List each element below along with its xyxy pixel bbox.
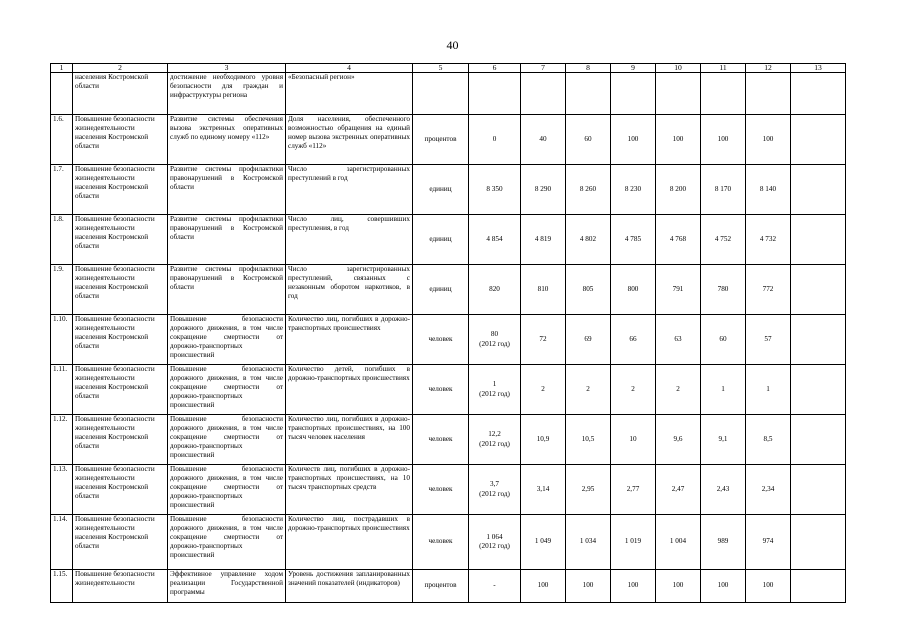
year-value-cell: 2 xyxy=(611,365,656,415)
indicators-table xyxy=(50,63,846,603)
year-value-cell: 100 xyxy=(611,115,656,165)
table-row xyxy=(51,570,846,603)
base-year-note: (2012 год) xyxy=(479,439,510,448)
table-row xyxy=(51,73,846,115)
base-value-cell xyxy=(469,365,521,415)
table-row xyxy=(51,315,846,365)
base-value: 0 xyxy=(492,134,497,143)
year-value-cell: 8 260 xyxy=(566,165,611,215)
goal-name-cell: Повышение безопасности жизнедеятельности населения Костромской области xyxy=(73,465,168,515)
column-number: 4 xyxy=(286,64,413,73)
year-value-cell xyxy=(611,73,656,115)
base-value-cell xyxy=(469,515,521,570)
note-cell xyxy=(791,515,846,570)
year-value-cell xyxy=(746,73,791,115)
row-number-cell: 1.7. xyxy=(51,165,73,215)
indicator-name-cell: Количество лиц, пострадавших в дорожно-транспортных происшествиях xyxy=(286,515,413,570)
year-value-cell: 4 785 xyxy=(611,215,656,265)
goal-name-cell: Повышение безопасности жизнедеятельности населения Костромской области xyxy=(73,265,168,315)
base-value-cell xyxy=(469,115,521,165)
base-value: 1 064 xyxy=(486,532,503,541)
unit-cell xyxy=(413,73,469,115)
indicator-name-cell: Количество лиц, погибших в дорожно-транспортных происшествиях, на 100 тысяч человек населения xyxy=(286,415,413,465)
year-value-cell: 989 xyxy=(701,515,746,570)
year-value-cell: 2,43 xyxy=(701,465,746,515)
year-value-cell: 4 802 xyxy=(566,215,611,265)
year-value-cell: 40 xyxy=(521,115,566,165)
task-cell: Развитие системы профилактики правонарушений в Костромской области xyxy=(168,215,286,265)
indicator-name-cell: Число зарегистрированных преступлений, связанных с незаконным оборотом наркотиков, в год xyxy=(286,265,413,315)
year-value-cell: 60 xyxy=(566,115,611,165)
unit-cell: человек xyxy=(413,515,469,570)
row-number-cell: 1.11. xyxy=(51,365,73,415)
year-value-cell: 1 xyxy=(746,365,791,415)
note-cell xyxy=(791,165,846,215)
year-value-cell: 2,77 xyxy=(611,465,656,515)
task-cell: Повышение безопасности дорожного движения, в том числе сокращение смертности от дорожно-транспортных происшествий xyxy=(168,465,286,515)
column-number: 12 xyxy=(746,64,791,73)
task-cell: Повышение безопасности дорожного движения, в том числе сокращение смертности от дорожно-транспортных происшествий xyxy=(168,365,286,415)
unit-cell: человек xyxy=(413,365,469,415)
year-value-cell: 791 xyxy=(656,265,701,315)
task-cell: Развитие системы профилактики правонарушений в Костромской области xyxy=(168,165,286,215)
task-cell: Развитие системы профилактики правонарушений в Костромской области xyxy=(168,265,286,315)
year-value-cell: 100 xyxy=(746,570,791,603)
year-value-cell xyxy=(656,73,701,115)
year-value-cell: 810 xyxy=(521,265,566,315)
year-value-cell: 100 xyxy=(521,570,566,603)
year-value-cell xyxy=(566,73,611,115)
task-cell: Эффективное управление ходом реализации Государственной программы xyxy=(168,570,286,603)
base-value: 80 xyxy=(490,330,499,339)
goal-name-cell: Повышение безопасности жизнедеятельности населения Костромской области xyxy=(73,415,168,465)
column-number: 3 xyxy=(168,64,286,73)
base-year-note: (2012 год) xyxy=(479,542,510,550)
year-value-cell: 1 034 xyxy=(566,515,611,570)
task-cell: Повышение безопасности дорожного движения, в том числе сокращение смертности от дорожно-транспортных происшествий xyxy=(168,515,286,570)
unit-cell: единиц xyxy=(413,215,469,265)
goal-name-cell: Повышение безопасности жизнедеятельности населения Костромской области xyxy=(73,515,168,570)
unit-cell: процентов xyxy=(413,570,469,603)
row-number-cell: 1.13. xyxy=(51,465,73,515)
column-number: 6 xyxy=(469,64,521,73)
year-value-cell: 4 819 xyxy=(521,215,566,265)
year-value-cell: 8,5 xyxy=(746,415,791,465)
year-value-cell: 10,5 xyxy=(566,415,611,465)
year-value-cell: 100 xyxy=(656,115,701,165)
year-value-cell: 4 732 xyxy=(746,215,791,265)
year-value-cell: 63 xyxy=(656,315,701,365)
column-number: 1 xyxy=(51,64,73,73)
year-value-cell: 100 xyxy=(611,570,656,603)
goal-name-cell: Повышение безопасности жизнедеятельности населения Костромской области xyxy=(73,165,168,215)
column-number: 11 xyxy=(701,64,746,73)
base-value-cell xyxy=(469,465,521,515)
task-cell: достижение необходимого уровня безопасности для граждан и инфраструктуры региона xyxy=(168,73,286,115)
column-number: 9 xyxy=(611,64,656,73)
unit-cell: процентов xyxy=(413,115,469,165)
year-value-cell: 100 xyxy=(746,115,791,165)
note-cell xyxy=(791,365,846,415)
year-value-cell: 8 170 xyxy=(701,165,746,215)
table-row xyxy=(51,265,846,315)
note-cell xyxy=(791,73,846,115)
row-number-cell: 1.8. xyxy=(51,215,73,265)
year-value-cell: 974 xyxy=(746,515,791,570)
column-number: 2 xyxy=(73,64,168,73)
indicator-name-cell: Количество детей, погибших в дорожно-транспортных происшествиях xyxy=(286,365,413,415)
column-number: 7 xyxy=(521,64,566,73)
indicator-name-cell: «Безопасный регион» xyxy=(286,73,413,115)
indicator-name-cell: Уровень достижения запланированных значений показателей (индикаторов) xyxy=(286,570,413,603)
unit-cell: единиц xyxy=(413,165,469,215)
base-value-cell xyxy=(469,165,521,215)
note-cell xyxy=(791,465,846,515)
base-value-cell xyxy=(469,73,521,115)
note-cell xyxy=(791,265,846,315)
goal-name-cell: Повышение безопасности жизнедеятельности населения Костромской области xyxy=(73,215,168,265)
table-body xyxy=(51,64,846,603)
year-value-cell: 1 049 xyxy=(521,515,566,570)
year-value-cell: 780 xyxy=(701,265,746,315)
year-value-cell: 10,9 xyxy=(521,415,566,465)
note-cell xyxy=(791,115,846,165)
note-cell xyxy=(791,215,846,265)
year-value-cell: 100 xyxy=(656,570,701,603)
year-value-cell: 4 768 xyxy=(656,215,701,265)
year-value-cell: 9,6 xyxy=(656,415,701,465)
base-value-cell xyxy=(469,315,521,365)
table-row xyxy=(51,515,846,570)
year-value-cell: 2,34 xyxy=(746,465,791,515)
indicator-name-cell: Число лиц, совершивших преступления, в год xyxy=(286,215,413,265)
year-value-cell: 4 752 xyxy=(701,215,746,265)
base-year-note: (2012 год) xyxy=(479,489,510,498)
goal-name-cell: Повышение безопасности жизнедеятельности населения Костромской области xyxy=(73,115,168,165)
year-value-cell: 66 xyxy=(611,315,656,365)
task-cell: Повышение безопасности дорожного движения, в том числе сокращение смертности от дорожно-транспортных происшествий xyxy=(168,415,286,465)
base-value: 820 xyxy=(489,284,500,293)
column-number: 13 xyxy=(791,64,846,73)
row-number-cell: 1.12. xyxy=(51,415,73,465)
year-value-cell: 2 xyxy=(566,365,611,415)
goal-name-cell: Повышение безопасности жизнедеятельности xyxy=(73,570,168,603)
year-value-cell: 1 004 xyxy=(656,515,701,570)
year-value-cell: 2 xyxy=(521,365,566,415)
year-value-cell: 8 200 xyxy=(656,165,701,215)
indicator-name-cell: Доля населения, обеспеченного возможностью обращения на единый номер вызова экстренных оперативных служб «112» xyxy=(286,115,413,165)
task-cell: Развитие системы обеспечения вызова экстренных оперативных служб по единому номеру «112» xyxy=(168,115,286,165)
task-cell: Повышение безопасности дорожного движения, в том числе сокращение смертности от дорожно-транспортных происшествий xyxy=(168,315,286,365)
year-value-cell xyxy=(521,73,566,115)
row-number-cell: 1.6. xyxy=(51,115,73,165)
base-value: 8 350 xyxy=(486,184,503,193)
base-year-note: (2012 год) xyxy=(479,389,510,398)
note-cell xyxy=(791,315,846,365)
goal-name-cell: населения Костромской области xyxy=(73,73,168,115)
base-value: 12,2 xyxy=(488,430,501,439)
unit-cell: человек xyxy=(413,465,469,515)
table-row xyxy=(51,165,846,215)
base-value: 4 854 xyxy=(486,234,503,243)
year-value-cell: 100 xyxy=(566,570,611,603)
year-value-cell: 60 xyxy=(701,315,746,365)
base-value: 3,7 xyxy=(490,480,499,489)
column-number: 5 xyxy=(413,64,469,73)
column-number: 8 xyxy=(566,64,611,73)
year-value-cell: 3,14 xyxy=(521,465,566,515)
row-number-cell: 1.10. xyxy=(51,315,73,365)
year-value-cell xyxy=(701,73,746,115)
base-value-cell xyxy=(469,570,521,603)
indicator-name-cell: Число зарегистрированных преступлений в год xyxy=(286,165,413,215)
row-number-cell: 1.9. xyxy=(51,265,73,315)
year-value-cell: 772 xyxy=(746,265,791,315)
year-value-cell: 8 140 xyxy=(746,165,791,215)
indicator-name-cell: Количеств лиц, погибших в дорожно-транспортных происшествиях, на 10 тысяч транспортных средств xyxy=(286,465,413,515)
year-value-cell: 2 xyxy=(656,365,701,415)
year-value-cell: 1 xyxy=(701,365,746,415)
year-value-cell: 100 xyxy=(701,570,746,603)
note-cell xyxy=(791,570,846,603)
year-value-cell: 10 xyxy=(611,415,656,465)
page-number: 40 xyxy=(446,38,459,52)
table-row xyxy=(51,215,846,265)
base-value-cell xyxy=(469,415,521,465)
year-value-cell: 1 019 xyxy=(611,515,656,570)
year-value-cell: 100 xyxy=(701,115,746,165)
base-value: - xyxy=(493,581,496,590)
base-value: 1 xyxy=(492,380,497,389)
unit-cell: человек xyxy=(413,315,469,365)
year-value-cell: 57 xyxy=(746,315,791,365)
year-value-cell: 69 xyxy=(566,315,611,365)
year-value-cell: 9,1 xyxy=(701,415,746,465)
goal-name-cell: Повышение безопасности жизнедеятельности населения Костромской области xyxy=(73,365,168,415)
base-value-cell xyxy=(469,265,521,315)
year-value-cell: 8 230 xyxy=(611,165,656,215)
table-row xyxy=(51,365,846,415)
unit-cell: человек xyxy=(413,415,469,465)
row-number-cell: 1.15. xyxy=(51,570,73,603)
table-row xyxy=(51,415,846,465)
year-value-cell: 72 xyxy=(521,315,566,365)
row-number-cell: 1.14. xyxy=(51,515,73,570)
column-number: 10 xyxy=(656,64,701,73)
year-value-cell: 2,95 xyxy=(566,465,611,515)
year-value-cell: 8 290 xyxy=(521,165,566,215)
note-cell xyxy=(791,415,846,465)
unit-cell: единиц xyxy=(413,265,469,315)
year-value-cell: 805 xyxy=(566,265,611,315)
column-number-row xyxy=(51,64,846,73)
goal-name-cell: Повышение безопасности жизнедеятельности населения Костромской области xyxy=(73,315,168,365)
row-number-cell xyxy=(51,73,73,115)
table-row xyxy=(51,465,846,515)
year-value-cell: 2,47 xyxy=(656,465,701,515)
base-value-cell xyxy=(469,215,521,265)
year-value-cell: 800 xyxy=(611,265,656,315)
table-row xyxy=(51,115,846,165)
indicator-name-cell: Количество лиц, погибших в дорожно-транспортных происшествиях xyxy=(286,315,413,365)
base-year-note: (2012 год) xyxy=(479,339,510,348)
